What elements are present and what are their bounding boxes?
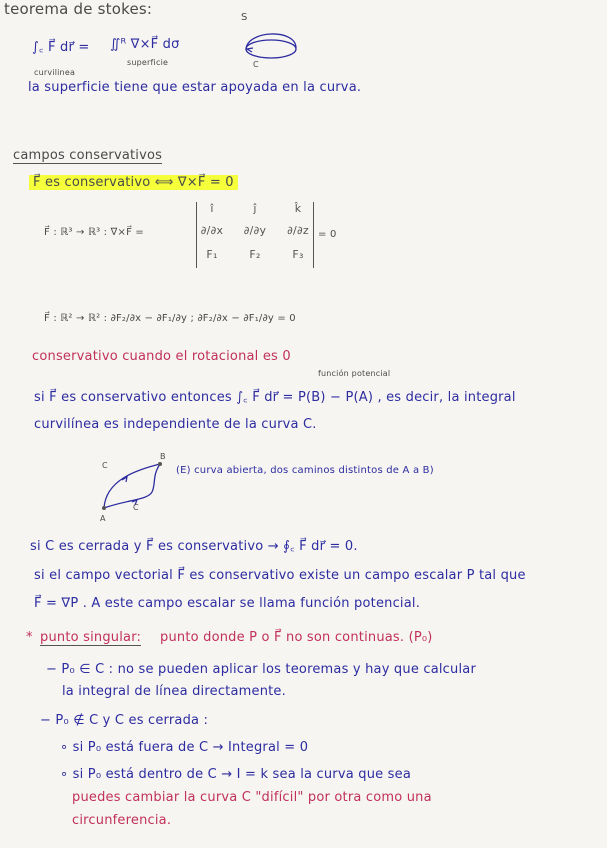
matrix-f2: F₂ <box>249 248 261 261</box>
change-curve-line-1: puedes cambiar la curva C "difícil" por otra como una <box>72 790 432 805</box>
paths-diagram <box>92 458 172 516</box>
r3-lhs: F⃗ : ℝ³ → ℝ³ : ∇×F⃗ = <box>44 227 144 238</box>
matrix-f3: F₃ <box>292 248 304 261</box>
curl-matrix <box>196 202 314 268</box>
label-superficie: superficie <box>127 58 169 67</box>
diagram-label-c2: C <box>133 503 139 512</box>
potential-line-1: si el campo vectorial F⃗ es conservativo existe un campo escalar P tal que <box>34 568 526 583</box>
r2-equation: F⃗ : ℝ² → ℝ² : ∂F₂/∂x − ∂F₁/∂y ; ∂F₂/∂x − ∂F₁/∂y = 0 <box>44 313 296 324</box>
label-curvilinea: curvilinea <box>34 68 76 77</box>
closed-curve-line: si C es cerrada y F⃗ es conservativo → ∮꜀ F⃗ dr⃗ = 0. <box>30 539 358 554</box>
change-curve-line-2: circunferencia. <box>72 813 172 828</box>
diagram-label-a: A <box>100 514 106 523</box>
diagram-label-b: B <box>160 452 166 461</box>
matrix-i: î <box>210 202 214 215</box>
stokes-rhs: ∬ᴿ ∇×F⃗ dσ <box>110 37 180 52</box>
singular-point-label: punto singular: <box>40 630 142 645</box>
sub-case-inside: ∘ si P₀ está dentro de C → I = k sea la curva que sea <box>60 767 411 782</box>
independence-line-1: si F⃗ es conservativo entonces ∫꜀ F⃗ dr⃗ = P(B) − P(A) , es decir, la integral <box>34 390 516 405</box>
label-s: S <box>241 12 248 23</box>
label-c-surface: C <box>253 60 259 69</box>
section-title: campos conservativos <box>13 148 163 163</box>
bullet-star: * <box>26 630 33 645</box>
conservative-note: conservativo cuando el rotacional es 0 <box>32 349 291 364</box>
surface-sketch <box>238 22 306 68</box>
stokes-note: la superficie tiene que estar apoyada en la curva. <box>28 80 362 95</box>
matrix-dz: ∂/∂z <box>287 224 309 237</box>
funcion-potencial-label: función potencial <box>318 369 391 378</box>
matrix-k: k̂ <box>294 202 302 215</box>
matrix-dy: ∂/∂y <box>243 224 267 237</box>
matrix-dx: ∂/∂x <box>200 224 224 237</box>
independence-line-2: curvilínea es independiente de la curva C. <box>34 417 317 432</box>
matrix-f1: F₁ <box>206 248 218 261</box>
highlight-equation: F⃗ es conservativo ⟺ ∇×F⃗ = 0 <box>29 175 238 190</box>
stokes-lhs: ∫꜀ F⃗ dr⃗ = <box>32 40 90 55</box>
stokes-title: teorema de stokes: <box>4 0 153 18</box>
case-2-line: − P₀ ∉ C y C es cerrada : <box>40 713 209 728</box>
case-1-line-2: la integral de línea directamente. <box>62 684 286 699</box>
potential-line-2: F⃗ = ∇P . A este campo escalar se llama función potencial. <box>34 596 421 611</box>
r3-rhs: = 0 <box>318 229 337 240</box>
diagram-label-c1: C <box>102 461 108 470</box>
diagram-caption: (E) curva abierta, dos caminos distintos de A a B) <box>176 465 434 476</box>
sub-case-outside: ∘ si P₀ está fuera de C → Integral = 0 <box>60 740 309 755</box>
case-1-line-1: − P₀ ∈ C : no se pueden aplicar los teoremas y hay que calcular <box>46 662 476 677</box>
matrix-j: ĵ <box>253 202 257 215</box>
singular-point-definition: punto donde P o F⃗ no son continuas. (P₀) <box>160 630 433 645</box>
